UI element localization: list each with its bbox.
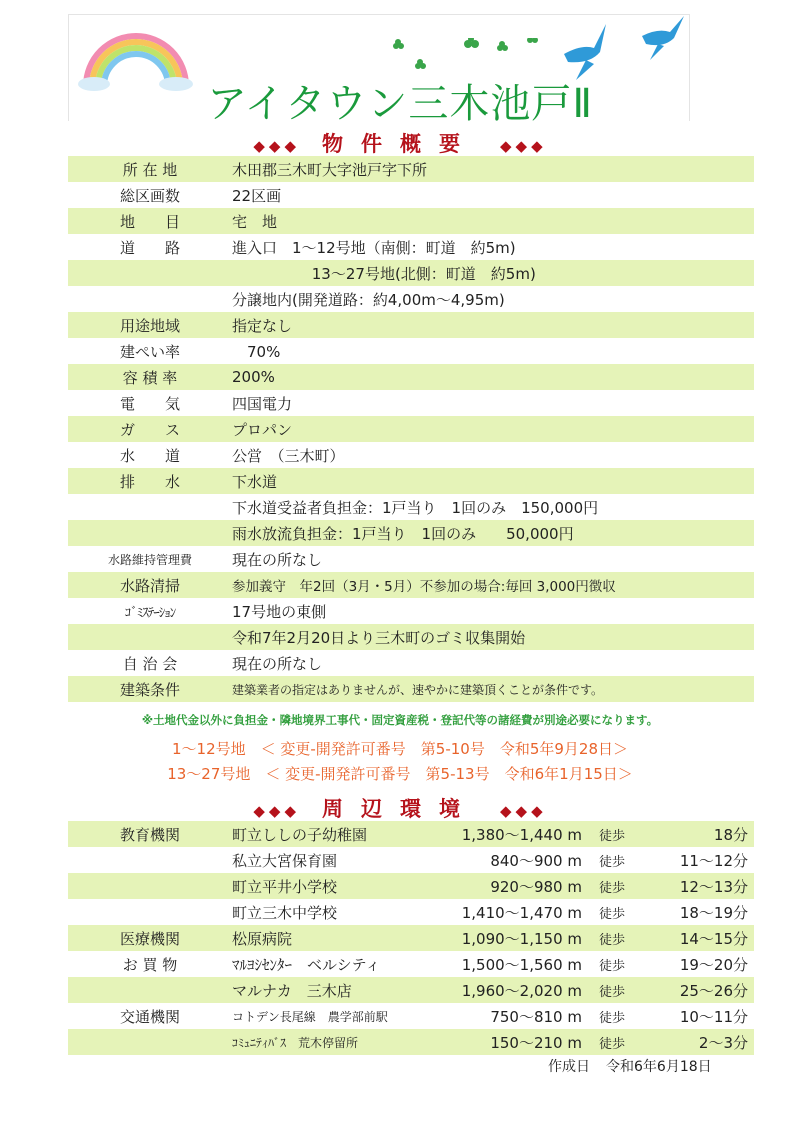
row-label: 水路清掃 (119, 576, 180, 595)
category-label: 交通機関 (119, 1007, 180, 1026)
overview-row-road-north (68, 260, 754, 286)
expense-note: ※土地代金以外に負担金・隣地境界工事代・固定資産税・登記代等の諸経費が別途必要になります。 (141, 713, 659, 727)
distance: 1,410～1,470 m (461, 903, 582, 922)
walk-time: 18分 (713, 825, 748, 844)
overview-row-building-condition (68, 676, 754, 702)
overview-row-coverage (68, 338, 754, 364)
category-label: 医療機関 (119, 929, 180, 948)
row-label: 電 気 (119, 394, 180, 413)
facility-name: ｺﾐｭﾆﾃｨﾊﾞｽ 荒木停留所 (232, 1035, 359, 1050)
facility-name: 町立三木中学校 (232, 903, 338, 922)
environment-row (68, 821, 754, 847)
creation-date (548, 1056, 712, 1076)
walk-time: 19～20分 (679, 955, 748, 974)
row-value: 分譲地内(開発道路：約4,00m～4,95m) (232, 290, 505, 309)
overview-row-road (68, 234, 754, 260)
row-label: 水 道 (119, 446, 180, 465)
walk-time: 12～13分 (679, 877, 748, 896)
row-label: 容 積 率 (122, 368, 178, 387)
overview-row-address (68, 156, 754, 182)
row-value: 17号地の東側 (232, 602, 327, 621)
walk-label: 徒歩 (598, 932, 625, 948)
facility-name: マルナカ 三木店 (232, 981, 352, 1000)
category-label: 教育機関 (119, 825, 180, 844)
overview-row-gas (68, 416, 754, 442)
row-value: 木田郡三木町大字池戸字下所 (232, 160, 428, 179)
row-value: 雨水放流負担金：1戸当り 1回のみ 50,000円 (232, 524, 574, 543)
walk-time: 25～26分 (679, 981, 748, 1000)
environment-section-heading (0, 793, 800, 823)
row-value: 22区画 (232, 186, 282, 205)
walk-label: 徒歩 (598, 880, 625, 896)
walk-label: 徒歩 (598, 1036, 625, 1052)
walk-label: 徒歩 (598, 1010, 625, 1026)
distance: 150～210 m (490, 1033, 582, 1052)
row-value: 指定なし (232, 316, 293, 335)
walk-label: 徒歩 (598, 854, 625, 870)
page-title: アイタウン三木池戸Ⅱ (206, 81, 594, 127)
overview-row-road-internal (68, 286, 754, 312)
walk-time: 2～3分 (698, 1033, 748, 1052)
row-value: 参加義守 年2回（3月・5月）不参加の場合:毎回 3,000円徴収 (232, 579, 616, 595)
permit-note-1: 1～12号地 ＜ 変更-開発許可番号 第5-10号 令和5年9月28日＞ (171, 740, 629, 758)
row-value: 13～27号地(北側：町道 約5m) (232, 264, 536, 283)
walk-label: 徒歩 (598, 984, 625, 1000)
overview-section-title: 物件概要 (322, 132, 478, 156)
row-label: 総区画数 (119, 186, 180, 205)
row-label: 地 目 (119, 212, 180, 231)
row-label: 道 路 (119, 238, 180, 257)
row-label: 排 水 (119, 472, 180, 491)
walk-time: 10～11分 (679, 1007, 748, 1026)
distance: 1,500～1,560 m (461, 955, 582, 974)
row-value: プロパン (232, 420, 293, 439)
overview-row-rainwater-fee (68, 520, 754, 546)
diamond-icon: ◆◆◆ (500, 137, 547, 155)
overview-row-sewer-fee (68, 494, 754, 520)
distance: 1,960～2,020 m (461, 981, 582, 1000)
overview-row-waterway-cleaning (68, 572, 754, 598)
permit-note-2: 13～27号地 ＜ 変更-開発許可番号 第5-13号 令和6年1月15日＞ (167, 765, 633, 783)
row-value: 70% (232, 342, 281, 361)
clover-icon (390, 38, 540, 74)
environment-row (68, 1003, 754, 1029)
diamond-icon: ◆◆◆ (253, 802, 300, 820)
overview-row-water (68, 442, 754, 468)
overview-row-electricity (68, 390, 754, 416)
overview-row-waterway-fee (68, 546, 754, 572)
diamond-icon: ◆◆◆ (253, 137, 300, 155)
row-label: ガ ス (119, 420, 180, 439)
row-label: ｺﾞﾐｽﾃｰｼｮﾝ (124, 605, 176, 621)
facility-name: 私立大宮保育園 (232, 851, 338, 870)
row-value: 令和7年2月20日より三木町のゴミ収集開始 (232, 628, 526, 647)
environment-row (68, 847, 754, 873)
creation-date-value: 令和6年6月18日 (606, 1059, 712, 1075)
row-label: 建ぺい率 (119, 342, 180, 361)
distance: 750～810 m (490, 1007, 582, 1026)
environment-row (68, 977, 754, 1003)
facility-name: 町立ししの子幼稚園 (232, 825, 368, 844)
distance: 840～900 m (490, 851, 582, 870)
row-value: 進入口 1～12号地（南側：町道 約5m) (232, 238, 516, 257)
walk-label: 徒歩 (598, 906, 625, 922)
row-label: 所 在 地 (122, 160, 178, 179)
row-label: 自 治 会 (122, 654, 178, 673)
walk-time: 14～15分 (679, 929, 748, 948)
overview-row-garbage-station (68, 598, 754, 624)
overview-row-neighborhood (68, 650, 754, 676)
environment-row (68, 951, 754, 977)
row-label: 用途地域 (119, 316, 180, 335)
row-value: 建築業者の指定はありませんが、速やかに建築頂くことが条件です。 (232, 682, 604, 697)
environment-row (68, 925, 754, 951)
environment-row (68, 1029, 754, 1055)
row-value: 公営 （三木町） (232, 446, 345, 465)
environment-row (68, 873, 754, 899)
distance: 920～980 m (490, 877, 582, 896)
row-label: 建築条件 (119, 680, 180, 699)
environment-table (68, 821, 754, 1055)
row-value: 現在の所なし (232, 550, 323, 569)
row-label: 水路維持管理費 (107, 552, 192, 567)
row-value: 200% (232, 368, 275, 386)
row-value: 下水道受益者負担金：1戸当り 1回のみ 150,000円 (232, 498, 599, 517)
environment-row (68, 899, 754, 925)
facility-name: 町立平井小学校 (232, 877, 338, 896)
walk-label: 徒歩 (598, 958, 625, 974)
facility-name: 松原病院 (232, 929, 293, 948)
creation-date-label: 作成日 (548, 1059, 590, 1075)
overview-row-zoning (68, 312, 754, 338)
overview-row-land-category (68, 208, 754, 234)
environment-section-title: 周辺環境 (322, 797, 478, 821)
walk-label: 徒歩 (598, 828, 625, 844)
walk-time: 11～12分 (679, 851, 748, 870)
facility-name: コトデン長尾線 農学部前駅 (232, 1009, 388, 1024)
walk-time: 18～19分 (679, 903, 748, 922)
row-value: 現在の所なし (232, 654, 323, 673)
distance: 1,090～1,150 m (461, 929, 582, 948)
facility-name: ﾏﾙﾖｼｾﾝﾀｰ ベルシティ (232, 955, 381, 974)
overview-row-floor-ratio (68, 364, 754, 390)
distance: 1,380～1,440 m (461, 825, 582, 844)
overview-table (68, 156, 754, 702)
overview-row-garbage-start (68, 624, 754, 650)
overview-row-lots (68, 182, 754, 208)
overview-row-drainage (68, 468, 754, 494)
overview-section-heading (0, 128, 800, 158)
notes-block (0, 712, 800, 786)
diamond-icon: ◆◆◆ (500, 802, 547, 820)
row-value: 下水道 (232, 472, 278, 491)
row-value: 宅 地 (232, 212, 278, 231)
category-label: お 買 物 (122, 955, 178, 974)
row-value: 四国電力 (232, 394, 293, 413)
